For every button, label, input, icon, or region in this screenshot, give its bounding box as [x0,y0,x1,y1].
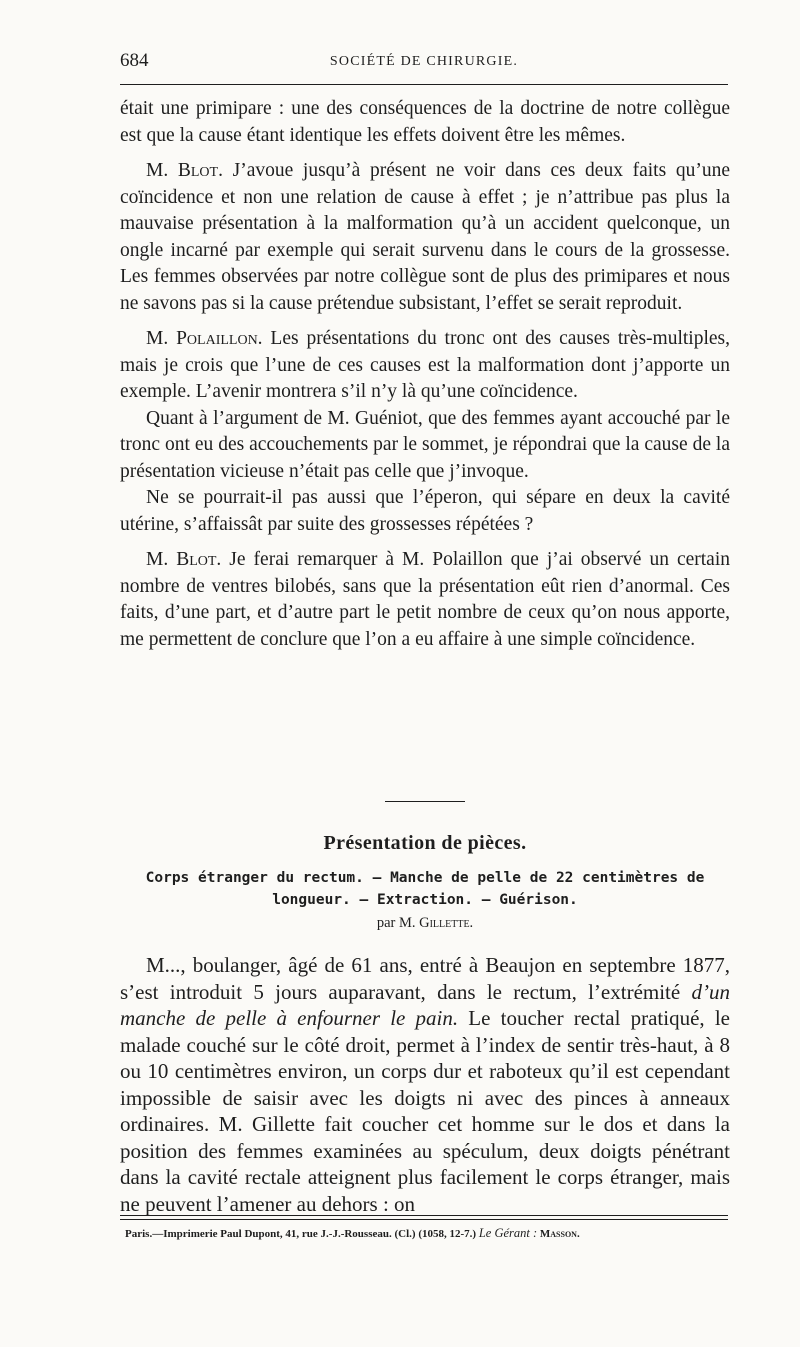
page-header [120,50,728,90]
case-italic-text: d’un manche de pelle à enfourner le pain. [120,979,730,1030]
author-name: Gillette. [419,915,474,931]
section-author [120,915,730,932]
imprint-text: Paris.—Imprimerie Paul Dupont, 41, rue J.-J.-Rousseau. (Cl.) (1058, 12-7.) [125,1228,477,1240]
page-number: 684 [120,50,149,71]
paragraph-text: Les présentations du tronc ont des causes très-multiples, mais je crois que l’une de ces causes est la malformation dont j’apporte un exemple. L’avenir montrera s’il n’y là qu’une coïncidence. [120,328,730,402]
paragraph-polaillon [120,326,730,406]
header-rule [120,84,728,85]
gerant-name: Masson. [539,1228,580,1240]
paragraph-blot-1 [120,158,730,317]
case-report-text [120,952,730,1217]
paragraph-text: Je ferai remarquer à M. Polaillon que j’ai observé un certain nombre de ventres bilobés, sans que la présentation eût rien d’anormal. Ces faits, d’une part, et d’autre part le petit nombre de ceux qu’on nous apporte, me permettent de conclure que l’on a eu affaire à une simple coïncidence. [120,549,730,650]
discussion-text [120,96,730,653]
speaker-name: M. Polaillon. [146,328,263,349]
section-separator [385,801,465,802]
footer-rule [120,1215,728,1216]
case-text-1: M..., boulanger, âgé de 61 ans, entré à Beaujon en septembre 1877, s’est introduit 5 jours auparavant, dans le rectum, l’extrémité [120,953,730,1004]
section-heading [120,832,730,932]
paragraph-blot-2 [120,547,730,653]
case-paragraph [120,952,730,1217]
paragraph-continuation: était une primipare : une des conséquences de la doctrine de notre collègue est que la cause étant identique les effets doivent être les mêmes. [120,98,730,146]
paragraph-eperon: Ne se pourrait-il pas aussi que l’éperon, qui sépare en deux la cavité utérine, s’affaissât par suite des grossesses répétées ? [120,487,730,535]
speaker-name: M. Blot. [146,549,222,570]
case-text-2: Le toucher rectal pratiqué, le malade couché sur le côté droit, permet à l’index de sentir très-haut, à 8 ou 10 centimètres environ, un corps dur et raboteux qu’il est cependant impossible de saisir avec les doigts ni avec des pinces à anneaux ordinaires. M. Gillette fait coucher cet homme sur le dos et dans la position des femmes examinées au spéculum, deux doigts pénétrant dans la cavité rectale atteignent plus facilement le corps étranger, mais ne peuvent l’amener au dehors : on [120,1006,731,1216]
footer-rule-thin [120,1219,728,1220]
section-title: Présentation de pièces. [323,832,527,854]
gerant-label: Le Gérant : [478,1226,538,1240]
paragraph-text: J’avoue jusqu’à présent ne voir dans ces deux faits qu’une coïncidence et non une relation de cause à effet ; je n’attribue pas plus la mauvaise présentation à la malformation qu’à un accident quelconque, un ongle incarné par exemple qui serait survenu dans le cours de la grossesse. Les femmes observées par notre collègue sont de plus des primipares et nous ne savons pas si la cause prétendue subsistant, l’effet se serait reproduit. [120,160,730,314]
speaker-name: M. Blot. [146,160,223,181]
printer-imprint [125,1226,730,1241]
section-subtitle: Corps étranger du rectum. — Manche de pelle de 22 centimètres de longueur. — Extraction. — Guérison. [145,870,705,908]
running-title: SOCIÉTÉ DE CHIRURGIE. [329,54,519,69]
paragraph-gueniot-argument: Quant à l’argument de M. Guéniot, que des femmes ayant accouché par le tronc ont eu des accouchements par le sommet, je répondrai que la cause de la présentation vicieuse n’était pas celle que j’invoque. [120,407,730,482]
author-prefix: par M. [376,915,416,931]
